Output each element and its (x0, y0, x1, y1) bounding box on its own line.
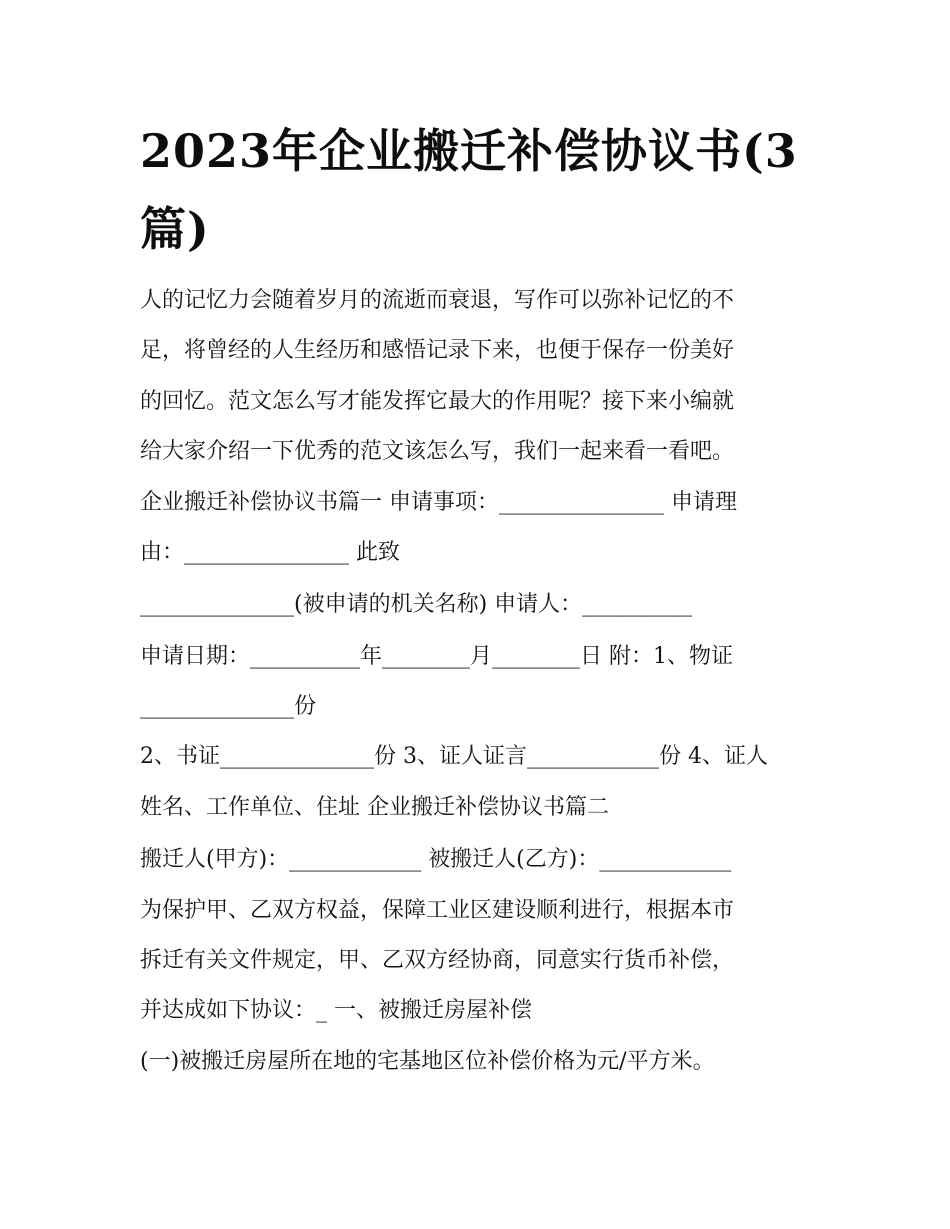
body-line: 人的记忆力会随着岁月的流逝而衰退，写作可以弥补记忆的不 (140, 288, 735, 313)
body-line: 给大家介绍一下优秀的范文该怎么写，我们一起来看一看吧。 (140, 439, 735, 464)
body-line: 姓名、工作单位、住址 企业搬迁补偿协议书篇二 (140, 795, 609, 820)
body-line: 足，将曾经的人生经历和感悟记录下来，也便于保存一份美好 (140, 338, 735, 363)
body-line: 2、书证______________份 3、证人证言____________份 4、证人 (140, 744, 768, 769)
body-line: 拆迁有关文件规定，甲、乙双方经协商，同意实行货币补偿， (140, 948, 735, 973)
body-line: 为保护甲、乙双方权益，保障工业区建设顺利进行，根据本市 (140, 898, 735, 923)
document-title: 2023年企业搬迁补偿协议书(3篇) (140, 124, 798, 256)
body-line: ______________份 (140, 694, 317, 719)
body-line: (一)被搬迁房屋所在地的宅基地区位补偿价格为元/平方米。 (140, 1049, 715, 1074)
body-line: 由：_______________ 此致 (140, 540, 400, 565)
body-line: ______________(被申请的机关名称) 申请人：__________ (140, 592, 693, 617)
body-line: 搬迁人(甲方)：____________ 被搬迁人(乙方)：____________ (140, 847, 732, 872)
body-line: 的回忆。范文怎么写才能发挥它最大的作用呢？接下来小编就 (140, 389, 735, 414)
body-line: 企业搬迁补偿协议书篇一 申请事项：_______________ 申请理 (140, 490, 737, 515)
body-line: 申请日期：__________年________月________日 附：1、物证 (140, 644, 733, 669)
body-line: 并达成如下协议：_ 一、被搬迁房屋补偿 (140, 998, 532, 1023)
